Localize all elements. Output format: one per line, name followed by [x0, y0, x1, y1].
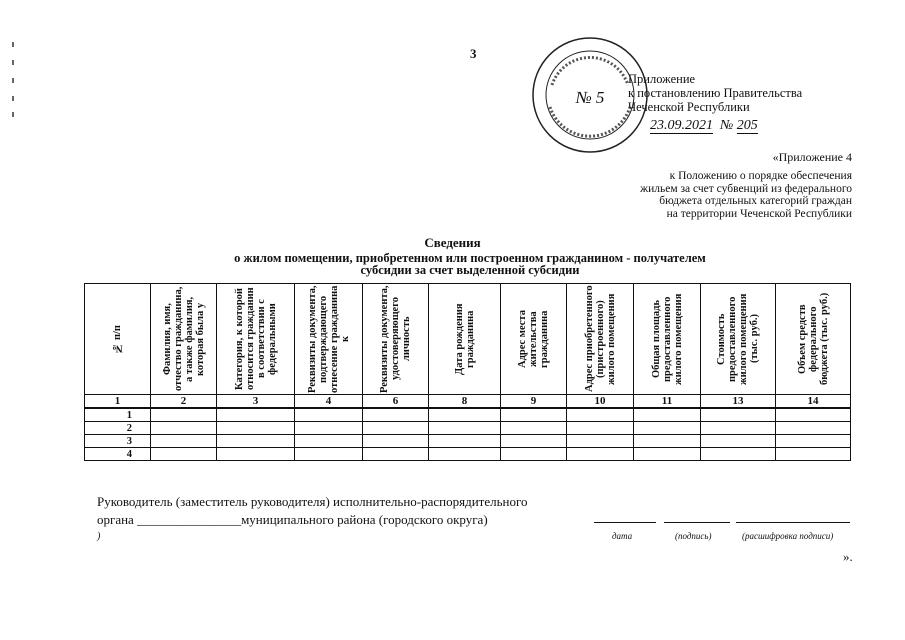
appendix-line: Чеченской Республики [628, 100, 750, 114]
table-header: Общая площадь предоставленного жилого помещения [634, 284, 701, 395]
table-header: Реквизиты документа, удостоверяющего личность [363, 284, 429, 395]
table-row [85, 422, 851, 435]
document-title: Сведения [424, 235, 481, 250]
margin-mark [12, 42, 14, 47]
table-header: Категория, к которой относится гражданин в соответствии с федеральными [217, 284, 295, 395]
appendix-block [628, 72, 802, 114]
signature-line [664, 522, 730, 523]
table-header: Адрес приобретенного (пристроенного) жилого помещения [567, 284, 634, 395]
column-number: 11 [634, 395, 701, 409]
closing-paren: ) [97, 531, 101, 542]
table-header: Реквизиты документа, подтверждающего отнесение гражданина к [295, 284, 363, 395]
number-prefix: № [720, 118, 734, 133]
table-header: Стоимость предоставленного жилого помещения (тыс. руб.) [701, 284, 776, 395]
margin-mark [12, 96, 14, 101]
column-number: 13 [701, 395, 776, 409]
margin-mark [12, 112, 14, 117]
margin-mark [12, 78, 14, 83]
annex-reference [640, 170, 852, 220]
signatory-organ-line: органа ________________муниципального района (городского округа) [97, 512, 488, 527]
table-header: Дата рождения гражданина [429, 284, 501, 395]
table-row [85, 435, 851, 448]
decree-date: 23.09.2021 [650, 118, 713, 133]
row-number: 2 [85, 422, 151, 435]
annex-line: на территории Чеченской Республики [666, 207, 852, 220]
name-line [736, 522, 850, 523]
column-number: 10 [567, 395, 634, 409]
table-row [85, 448, 851, 461]
name-label: (расшифровка подписи) [742, 531, 834, 541]
date-line [594, 522, 656, 523]
closing-quote: ». [843, 549, 853, 564]
decree-date-number [650, 118, 758, 134]
document-subtitle [190, 252, 750, 276]
table-header: Объем средств федерального бюджета (тыс. руб.) [776, 284, 851, 395]
appendix-line: к постановлению Правительства [628, 86, 803, 100]
row-number: 1 [85, 408, 151, 422]
column-number: 14 [776, 395, 851, 409]
row-number: 3 [85, 435, 151, 448]
annex-line: жильем за счет субвенций из федерального [640, 182, 852, 195]
column-number: 6 [363, 395, 429, 409]
column-number: 3 [217, 395, 295, 409]
decree-number: 205 [736, 118, 758, 133]
date-label: дата [612, 531, 633, 541]
signature-label: (подпись) [675, 531, 712, 541]
table-header: Адрес места жительства гражданина [501, 284, 567, 395]
column-number: 4 [295, 395, 363, 409]
annex-label: «Приложение 4 [772, 150, 852, 164]
column-number: 9 [501, 395, 567, 409]
signatory-line: Руководитель (заместитель руководителя) исполнительно-распорядительного [97, 494, 528, 509]
table-header: № п/п [85, 284, 151, 395]
row-number: 4 [85, 448, 151, 461]
table-row [85, 408, 851, 422]
column-number: 2 [151, 395, 217, 409]
page-number: 3 [470, 46, 477, 61]
table-header: Фамилия, имя, отчество гражданина, а также фамилия, которая была у [151, 284, 217, 395]
annex-line: бюджета отдельных категорий граждан [659, 195, 852, 207]
subtitle-line: о жилом помещении, приобретенном или построенном гражданином - получателем [234, 251, 706, 265]
margin-mark [12, 60, 14, 65]
data-table [84, 283, 851, 461]
column-number: 1 [85, 395, 151, 409]
column-number-row [85, 395, 851, 409]
column-number: 8 [429, 395, 501, 409]
annex-line: к Положению о порядке обеспечения [669, 170, 852, 182]
subtitle-line: субсидии за счет выделенной субсидии [360, 263, 580, 277]
appendix-title: Приложение [628, 72, 696, 86]
table-header-row [85, 284, 851, 395]
seal-number: № 5 [575, 88, 605, 107]
